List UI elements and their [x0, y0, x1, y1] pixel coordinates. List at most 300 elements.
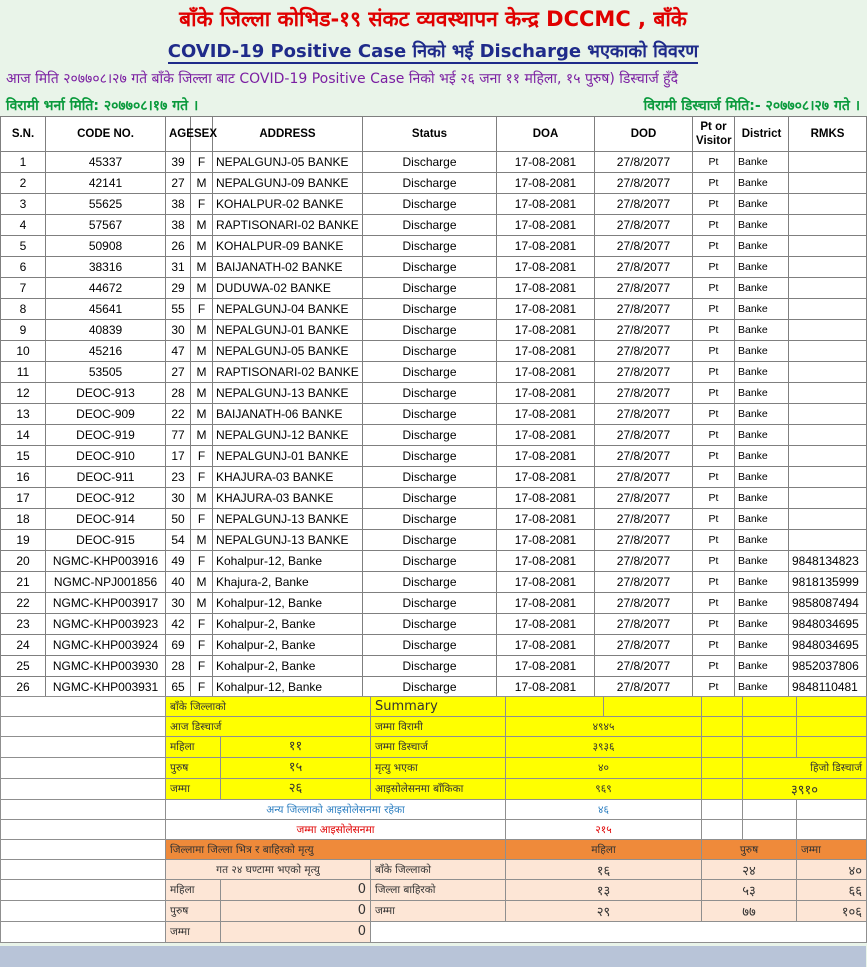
table-cell: 17-08-2081: [497, 572, 595, 593]
banke-death-total: ४०: [797, 860, 867, 880]
summary-row: [1, 800, 867, 820]
table-cell: 17-08-2081: [497, 656, 595, 677]
table-cell: 17-08-2081: [497, 551, 595, 572]
table-cell: M: [191, 593, 213, 614]
table-cell: Discharge: [363, 152, 497, 173]
table-cell: 17-08-2081: [497, 467, 595, 488]
table-cell: 9852037806: [789, 656, 867, 677]
column-header: Status: [363, 117, 497, 152]
table-row: [1, 404, 867, 425]
table-cell: Banke: [735, 635, 789, 656]
table-cell: Discharge: [363, 593, 497, 614]
total-isolation-label: जम्मा आइसोलेसनमा: [166, 820, 506, 840]
table-cell: Kohalpur-2, Banke: [213, 656, 363, 677]
table-row: [1, 152, 867, 173]
table-cell: 9848034695: [789, 635, 867, 656]
table-cell: Discharge: [363, 383, 497, 404]
table-row: [1, 593, 867, 614]
table-cell: 9848134823: [789, 551, 867, 572]
table-cell: NEPALGUNJ-13 BANKE: [213, 530, 363, 551]
table-cell: Pt: [693, 362, 735, 383]
table-row: [1, 278, 867, 299]
table-cell: 38: [166, 215, 191, 236]
table-cell: F: [191, 152, 213, 173]
table-cell: Pt: [693, 530, 735, 551]
table-cell: 57567: [46, 215, 166, 236]
table-cell: 9848034695: [789, 614, 867, 635]
table-cell: 10: [1, 341, 46, 362]
table-cell: 17-08-2081: [497, 509, 595, 530]
summary-row: [1, 697, 867, 717]
table-row: [1, 236, 867, 257]
table-row: [1, 362, 867, 383]
table-cell: [789, 362, 867, 383]
table-cell: [789, 446, 867, 467]
isolation-value: ९६९: [506, 779, 702, 800]
table-cell: Pt: [693, 551, 735, 572]
table-cell: M: [191, 530, 213, 551]
table-cell: NEPALGUNJ-01 BANKE: [213, 446, 363, 467]
table-cell: [789, 488, 867, 509]
table-cell: M: [191, 341, 213, 362]
table-cell: M: [191, 215, 213, 236]
table-cell: KHAJURA-03 BANKE: [213, 488, 363, 509]
table-cell: Banke: [735, 383, 789, 404]
bottom-bar: [0, 946, 866, 967]
table-cell: [789, 509, 867, 530]
table-cell: 17-08-2081: [497, 488, 595, 509]
table-cell: BAIJANATH-02 BANKE: [213, 257, 363, 278]
table-cell: 31: [166, 257, 191, 278]
table-cell: M: [191, 488, 213, 509]
table-row: [1, 215, 867, 236]
table-cell: F: [191, 509, 213, 530]
page-subtitle: [0, 39, 866, 65]
total-label: जम्मा: [166, 779, 221, 799]
summary-row: [1, 820, 867, 840]
table-cell: 69: [166, 635, 191, 656]
column-header: RMKS: [789, 117, 867, 152]
table-cell: 27/8/2077: [595, 383, 693, 404]
table-cell: NGMC-NPJ001856: [46, 572, 166, 593]
table-cell: Pt: [693, 635, 735, 656]
discharge-table: [0, 116, 867, 698]
table-cell: 17-08-2081: [497, 299, 595, 320]
table-cell: 22: [1, 593, 46, 614]
d24-male-value: 0: [357, 903, 366, 918]
column-header: DOD: [595, 117, 693, 152]
death-row: [1, 922, 867, 943]
table-row: [1, 614, 867, 635]
table-cell: Discharge: [363, 530, 497, 551]
table-header-row: [1, 117, 867, 152]
table-row: [1, 635, 867, 656]
death-header: जिल्लामा जिल्ला भित्र र बाहिरको मृत्यु: [166, 840, 506, 860]
table-cell: Khajura-2, Banke: [213, 572, 363, 593]
table-cell: 65: [166, 677, 191, 698]
table-cell: 27/8/2077: [595, 404, 693, 425]
column-header: DOA: [497, 117, 595, 152]
table-cell: 1: [1, 152, 46, 173]
female-label: महिला: [166, 737, 221, 757]
table-cell: Discharge: [363, 467, 497, 488]
table-cell: 27/8/2077: [595, 152, 693, 173]
table-cell: 27/8/2077: [595, 614, 693, 635]
table-cell: 27/8/2077: [595, 635, 693, 656]
table-cell: Discharge: [363, 614, 497, 635]
death-header-row: [1, 840, 867, 860]
table-cell: M: [191, 278, 213, 299]
table-cell: 27/8/2077: [595, 677, 693, 698]
table-cell: 54: [166, 530, 191, 551]
table-cell: 27/8/2077: [595, 278, 693, 299]
table-cell: 47: [166, 341, 191, 362]
d24-total-label: जम्मा: [166, 922, 221, 942]
table-cell: NEPALGUNJ-05 BANKE: [213, 152, 363, 173]
table-cell: Pt: [693, 173, 735, 194]
column-header: AGE: [166, 117, 191, 152]
table-cell: [789, 236, 867, 257]
total-isolation-value: २१५: [506, 820, 702, 840]
table-cell: Pt: [693, 467, 735, 488]
table-cell: M: [191, 362, 213, 383]
table-cell: F: [191, 551, 213, 572]
table-cell: Banke: [735, 278, 789, 299]
summary-row: [1, 737, 867, 758]
table-cell: Pt: [693, 593, 735, 614]
table-cell: Discharge: [363, 236, 497, 257]
deaths-label: मृत्यु भएका: [371, 758, 506, 779]
summary-label: Summary: [371, 697, 506, 717]
yesterday-discharge-label: हिजो डिस्चार्ज: [743, 758, 867, 779]
table-cell: M: [191, 173, 213, 194]
table-cell: 27/8/2077: [595, 173, 693, 194]
table-cell: [789, 341, 867, 362]
table-cell: Discharge: [363, 509, 497, 530]
table-cell: 42: [166, 614, 191, 635]
total-patients-label: जम्मा विरामी: [371, 717, 506, 737]
table-cell: 27/8/2077: [595, 551, 693, 572]
table-row: [1, 299, 867, 320]
table-cell: 45216: [46, 341, 166, 362]
table-cell: 40: [166, 572, 191, 593]
table-cell: Kohalpur-12, Banke: [213, 593, 363, 614]
table-cell: NEPALGUNJ-09 BANKE: [213, 173, 363, 194]
table-cell: Pt: [693, 299, 735, 320]
table-cell: 27/8/2077: [595, 656, 693, 677]
table-cell: [789, 152, 867, 173]
table-cell: 27/8/2077: [595, 194, 693, 215]
table-cell: 17-08-2081: [497, 593, 595, 614]
table-cell: F: [191, 194, 213, 215]
table-cell: 17-08-2081: [497, 446, 595, 467]
table-cell: 11: [1, 362, 46, 383]
table-row: [1, 446, 867, 467]
summary-row: [1, 779, 867, 800]
table-cell: DEOC-914: [46, 509, 166, 530]
table-cell: Discharge: [363, 572, 497, 593]
banke-death-male: २४: [702, 860, 797, 880]
column-header: Pt or Visitor: [693, 117, 735, 152]
table-cell: 50: [166, 509, 191, 530]
table-cell: 17-08-2081: [497, 257, 595, 278]
table-cell: 17-08-2081: [497, 173, 595, 194]
table-cell: Discharge: [363, 677, 497, 698]
table-cell: 9818135999: [789, 572, 867, 593]
death-female-header: महिला: [506, 840, 702, 860]
table-cell: 40839: [46, 320, 166, 341]
table-cell: [789, 194, 867, 215]
table-cell: M: [191, 257, 213, 278]
outside-death-female: १३: [506, 880, 702, 901]
table-row: [1, 572, 867, 593]
table-cell: Pt: [693, 488, 735, 509]
table-cell: BAIJANATH-06 BANKE: [213, 404, 363, 425]
table-cell: 39: [166, 152, 191, 173]
column-header: District: [735, 117, 789, 152]
grand-death-label: जम्मा: [371, 901, 506, 922]
table-cell: Banke: [735, 572, 789, 593]
female-value: ११: [288, 739, 303, 754]
page-title: बाँके जिल्ला कोभिड-१९ संकट व्यवस्थापन केन्द्र DCCMC , बाँके: [179, 7, 687, 31]
table-cell: DUDUWA-02 BANKE: [213, 278, 363, 299]
table-cell: 9858087494: [789, 593, 867, 614]
table-cell: Banke: [735, 173, 789, 194]
table-cell: Banke: [735, 194, 789, 215]
table-cell: 38: [166, 194, 191, 215]
table-cell: Banke: [735, 362, 789, 383]
table-cell: Pt: [693, 446, 735, 467]
today-discharge-label: आज डिस्चार्ज: [166, 717, 371, 737]
table-cell: Banke: [735, 404, 789, 425]
notice-line: आज मिति २०७७०८।२७ गते बाँके जिल्ला बाट COVID-19 Positive Case निको भई २६ जना ११ महिला, १५ पुरुष) डिस्चार्ज हुँदै: [6, 71, 679, 87]
death-row: [1, 880, 867, 901]
table-cell: NEPALGUNJ-05 BANKE: [213, 341, 363, 362]
other-district-label: अन्य जिल्लाको आइसोलेसनमा रहेका: [166, 800, 506, 820]
table-cell: 18: [1, 509, 46, 530]
table-cell: Discharge: [363, 299, 497, 320]
table-row: [1, 173, 867, 194]
table-cell: RAPTISONARI-02 BANKE: [213, 362, 363, 383]
table-cell: Discharge: [363, 173, 497, 194]
table-cell: 17-08-2081: [497, 614, 595, 635]
table-cell: 27/8/2077: [595, 320, 693, 341]
table-cell: Kohalpur-2, Banke: [213, 614, 363, 635]
table-cell: Banke: [735, 425, 789, 446]
table-cell: 17-08-2081: [497, 677, 595, 698]
table-cell: 5: [1, 236, 46, 257]
table-cell: F: [191, 635, 213, 656]
table-cell: 24: [1, 635, 46, 656]
death-row: [1, 860, 867, 880]
d24-male-label: पुरुष: [166, 901, 221, 921]
grand-death-male: ७७: [702, 901, 797, 922]
table-row: [1, 467, 867, 488]
table-cell: NGMC-KHP003917: [46, 593, 166, 614]
total-discharge-value: ३९३६: [506, 737, 702, 758]
isolation-label: आइसोलेसनमा बाँकिका: [371, 779, 506, 800]
table-cell: 45641: [46, 299, 166, 320]
table-cell: Pt: [693, 152, 735, 173]
table-cell: 25: [1, 656, 46, 677]
table-cell: Banke: [735, 530, 789, 551]
table-cell: NEPALGUNJ-13 BANKE: [213, 509, 363, 530]
table-cell: KOHALPUR-02 BANKE: [213, 194, 363, 215]
table-cell: 17-08-2081: [497, 320, 595, 341]
table-cell: [789, 383, 867, 404]
table-cell: Banke: [735, 299, 789, 320]
table-cell: F: [191, 656, 213, 677]
table-body: [1, 152, 867, 698]
grand-death-total: १०६: [797, 901, 867, 922]
table-cell: 49: [166, 551, 191, 572]
table-cell: Pt: [693, 677, 735, 698]
table-cell: 22: [166, 404, 191, 425]
table-cell: 9: [1, 320, 46, 341]
table-cell: 38316: [46, 257, 166, 278]
table-cell: Kohalpur-12, Banke: [213, 551, 363, 572]
column-header: ADDRESS: [213, 117, 363, 152]
table-cell: 9848110481: [789, 677, 867, 698]
table-cell: 17-08-2081: [497, 215, 595, 236]
table-cell: Banke: [735, 467, 789, 488]
table-cell: 26: [166, 236, 191, 257]
table-cell: 27/8/2077: [595, 530, 693, 551]
summary-row: [1, 758, 867, 779]
table-cell: 55: [166, 299, 191, 320]
table-cell: Pt: [693, 257, 735, 278]
table-cell: DEOC-909: [46, 404, 166, 425]
d24-female-label: महिला: [166, 880, 221, 900]
table-cell: 27/8/2077: [595, 299, 693, 320]
table-cell: 28: [166, 383, 191, 404]
table-cell: 27/8/2077: [595, 488, 693, 509]
table-row: [1, 341, 867, 362]
table-cell: Discharge: [363, 488, 497, 509]
death-row: [1, 901, 867, 922]
table-cell: 55625: [46, 194, 166, 215]
table-cell: Pt: [693, 215, 735, 236]
table-cell: F: [191, 677, 213, 698]
table-cell: NGMC-KHP003930: [46, 656, 166, 677]
table-cell: M: [191, 320, 213, 341]
table-cell: 17-08-2081: [497, 362, 595, 383]
table-row: [1, 383, 867, 404]
table-cell: 27/8/2077: [595, 446, 693, 467]
table-cell: Discharge: [363, 404, 497, 425]
male-label: पुरुष: [166, 758, 221, 778]
table-cell: 17-08-2081: [497, 383, 595, 404]
table-cell: Banke: [735, 215, 789, 236]
table-cell: 17-08-2081: [497, 194, 595, 215]
table-cell: F: [191, 446, 213, 467]
table-row: [1, 320, 867, 341]
table-cell: 27/8/2077: [595, 425, 693, 446]
table-cell: 23: [166, 467, 191, 488]
table-cell: Discharge: [363, 320, 497, 341]
column-header: S.N.: [1, 117, 46, 152]
table-row: [1, 677, 867, 698]
table-cell: Banke: [735, 257, 789, 278]
outside-death-total: ६६: [797, 880, 867, 901]
table-cell: Pt: [693, 425, 735, 446]
table-cell: 30: [166, 320, 191, 341]
table-cell: 20: [1, 551, 46, 572]
summary-blank: [1, 697, 166, 717]
table-cell: Discharge: [363, 341, 497, 362]
table-cell: NEPALGUNJ-04 BANKE: [213, 299, 363, 320]
table-cell: DEOC-911: [46, 467, 166, 488]
table-cell: DEOC-910: [46, 446, 166, 467]
table-cell: Pt: [693, 383, 735, 404]
table-cell: DEOC-915: [46, 530, 166, 551]
table-row: [1, 194, 867, 215]
table-cell: M: [191, 425, 213, 446]
table-cell: 23: [1, 614, 46, 635]
table-cell: 14: [1, 425, 46, 446]
table-row: [1, 257, 867, 278]
table-cell: 27/8/2077: [595, 362, 693, 383]
table-cell: Pt: [693, 341, 735, 362]
table-cell: Discharge: [363, 446, 497, 467]
table-cell: [789, 173, 867, 194]
column-header: CODE NO.: [46, 117, 166, 152]
banke-death-label: बाँके जिल्लाको: [371, 860, 506, 880]
table-cell: DEOC-919: [46, 425, 166, 446]
table-cell: F: [191, 299, 213, 320]
table-cell: 17-08-2081: [497, 278, 595, 299]
table-cell: Banke: [735, 551, 789, 572]
table-cell: RAPTISONARI-02 BANKE: [213, 215, 363, 236]
left-district-label: बाँके जिल्लाको: [166, 697, 371, 717]
table-cell: NGMC-KHP003916: [46, 551, 166, 572]
table-cell: NEPALGUNJ-12 BANKE: [213, 425, 363, 446]
table-cell: 17: [1, 488, 46, 509]
table-cell: Pt: [693, 509, 735, 530]
table-cell: 27/8/2077: [595, 215, 693, 236]
table-cell: DEOC-912: [46, 488, 166, 509]
summary-row: [1, 717, 867, 737]
table-cell: Banke: [735, 488, 789, 509]
table-cell: 30: [166, 488, 191, 509]
d24-total-value: 0: [357, 924, 366, 939]
outside-death-male: ५३: [702, 880, 797, 901]
table-cell: [789, 257, 867, 278]
table-cell: 6: [1, 257, 46, 278]
table-cell: KHAJURA-03 BANKE: [213, 467, 363, 488]
table-cell: [789, 320, 867, 341]
table-cell: Banke: [735, 152, 789, 173]
table-cell: KOHALPUR-09 BANKE: [213, 236, 363, 257]
table-cell: Discharge: [363, 215, 497, 236]
table-cell: 21: [1, 572, 46, 593]
table-row: [1, 509, 867, 530]
table-cell: 17-08-2081: [497, 530, 595, 551]
last24-label: गत २४ घण्टामा भएको मृत्यु: [166, 860, 371, 880]
table-cell: M: [191, 236, 213, 257]
table-cell: M: [191, 383, 213, 404]
table-cell: Discharge: [363, 278, 497, 299]
table-cell: 50908: [46, 236, 166, 257]
grand-death-female: २९: [506, 901, 702, 922]
table-cell: M: [191, 404, 213, 425]
banke-death-female: १६: [506, 860, 702, 880]
table-cell: NGMC-KHP003924: [46, 635, 166, 656]
table-cell: 4: [1, 215, 46, 236]
male-value: १५: [288, 760, 303, 775]
table-cell: F: [191, 614, 213, 635]
table-cell: 17-08-2081: [497, 341, 595, 362]
